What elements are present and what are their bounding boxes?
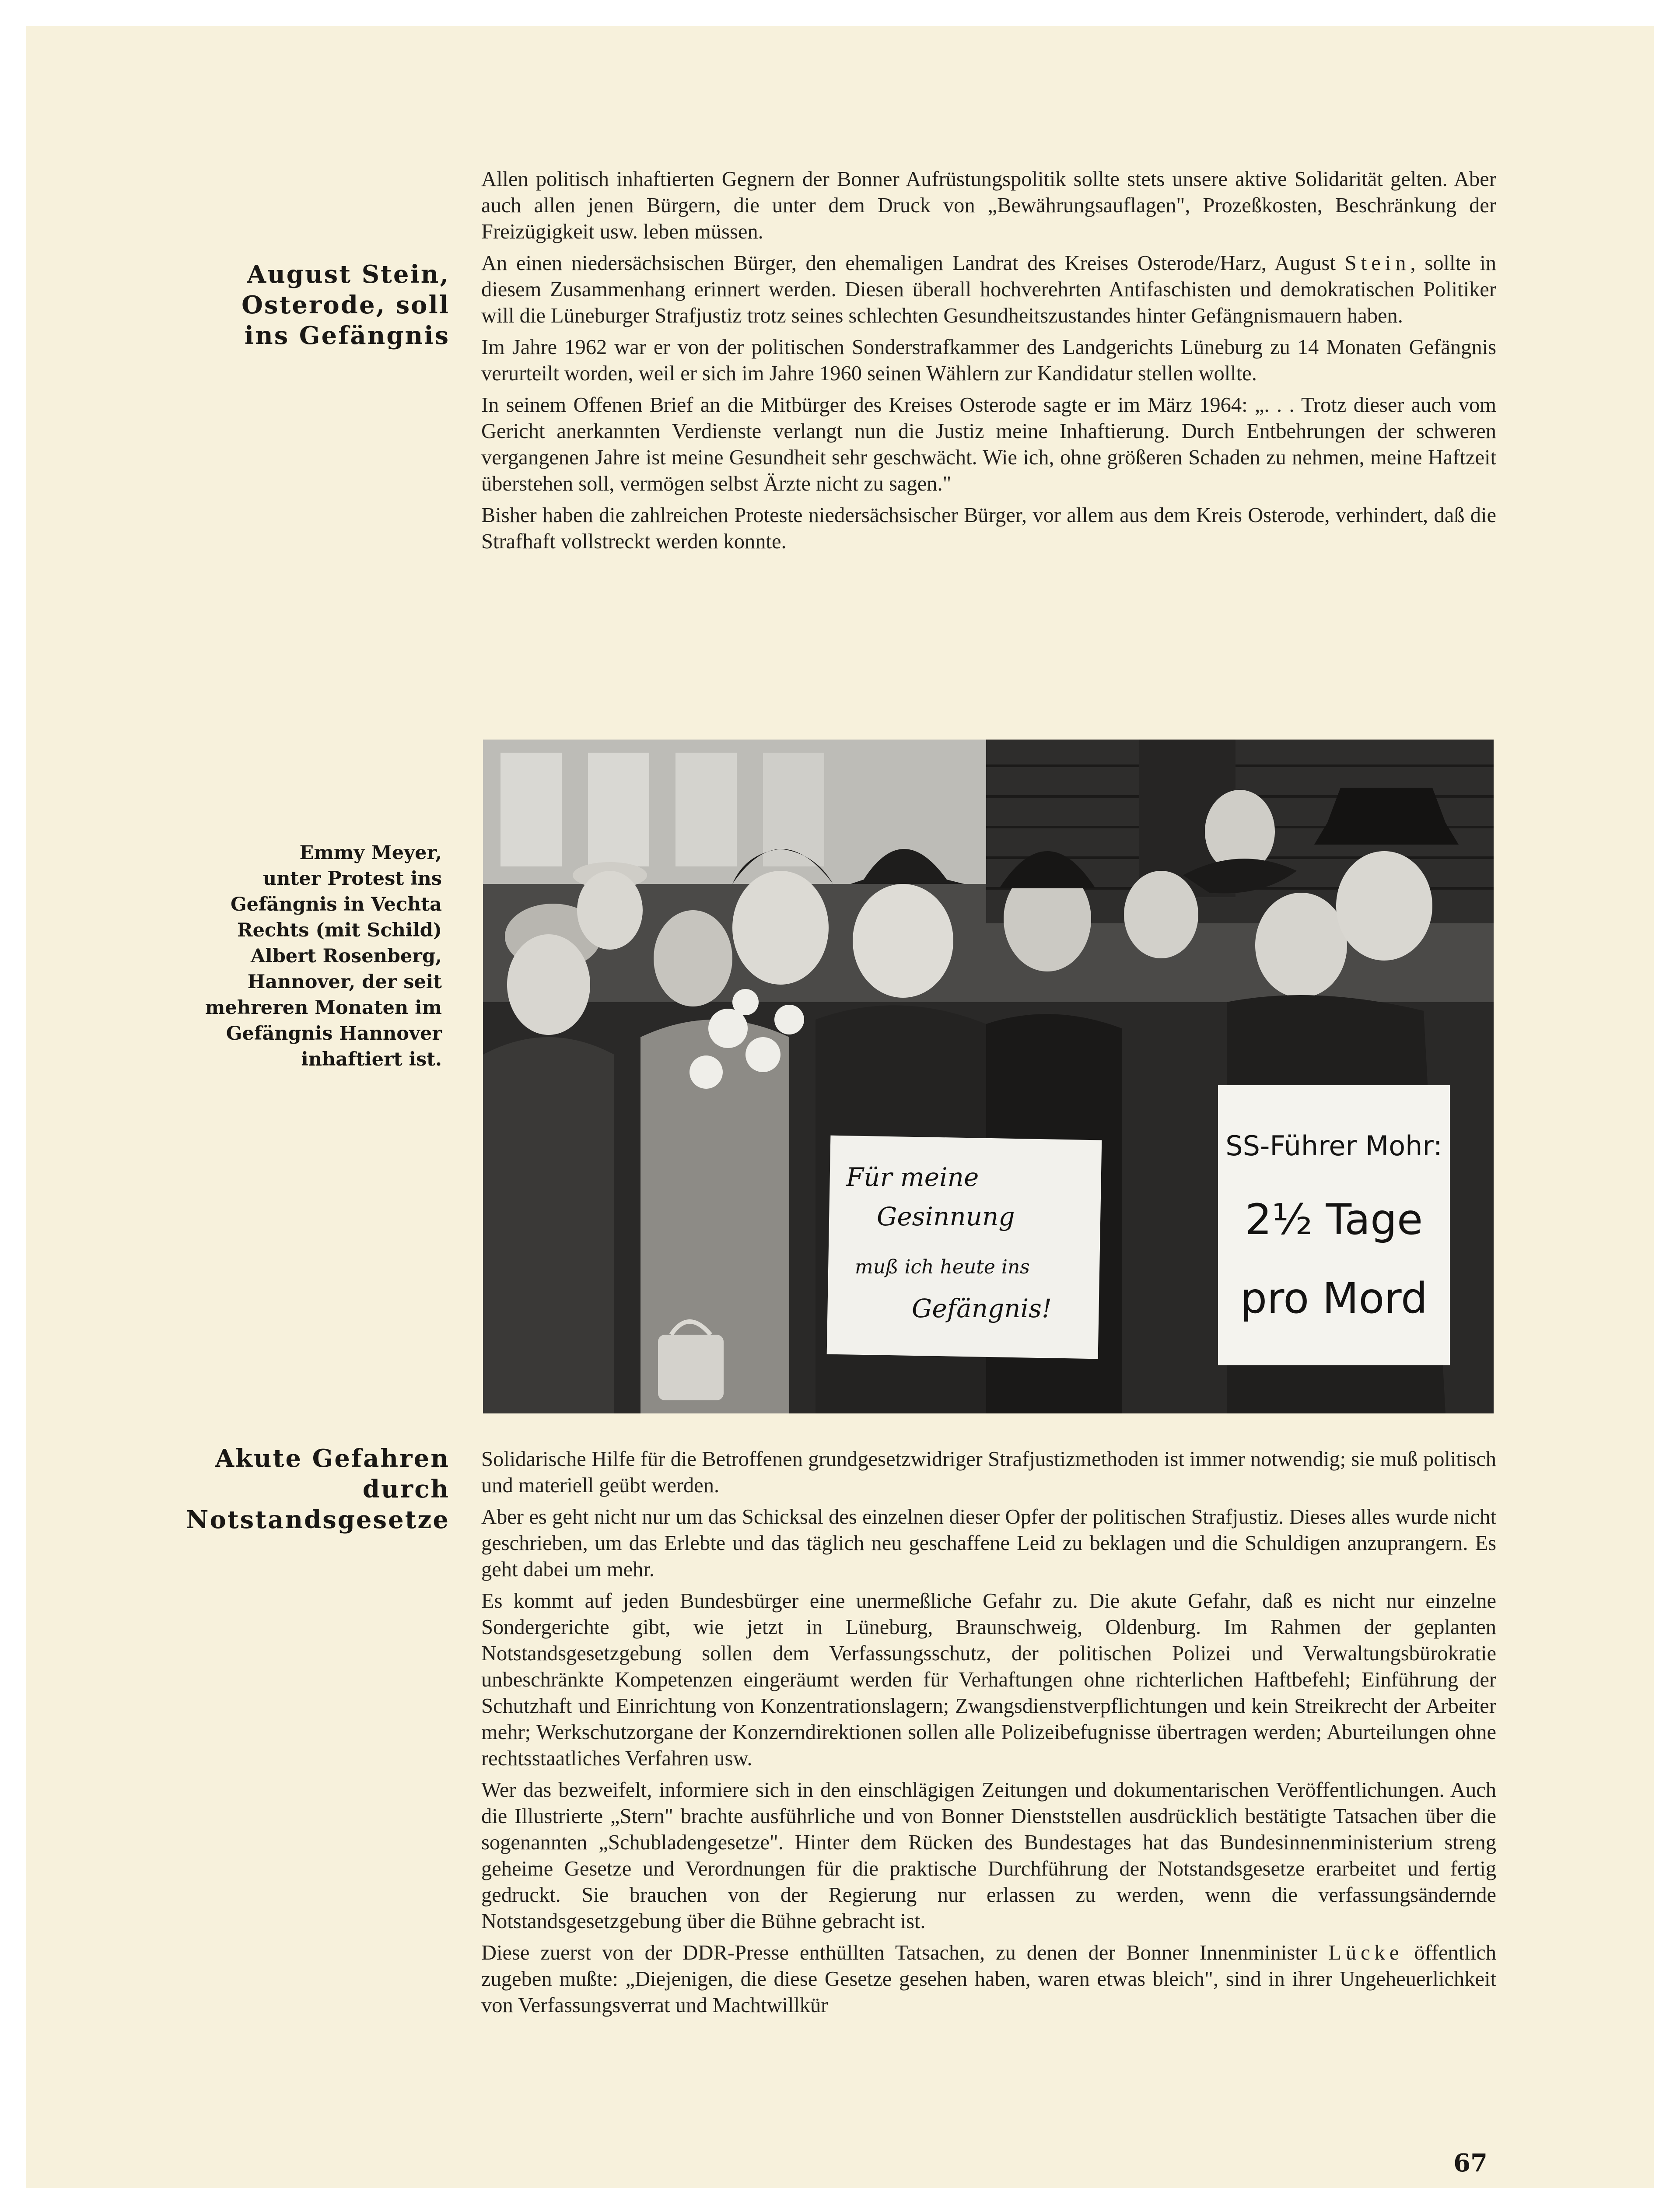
heading-line: August Stein,	[247, 260, 450, 289]
caption-line: Emmy Meyer,	[299, 842, 442, 864]
sign-right-line2: 2½ Tage	[1245, 1195, 1423, 1244]
caption-line: mehreren Monaten im	[205, 997, 442, 1019]
caption-line: Gefängnis in Vechta	[230, 894, 442, 915]
photo-illustration	[483, 740, 1494, 1413]
paragraph: In seinem Offenen Brief an die Mitbürger des Kreises Osterode sagte er im März 1964: „. . . Trotz dieser auch vom Gericht anerkannten Verdienste verlangt nun die Justiz meine Inhaftierung. Durch Entbehrungen der schweren vergangenen Jahre ist meine Gesundheit sehr geschwächt. Wie ich, ohne größeren Schaden zu nehmen, meine Haftzeit überstehen soll, vermögen selbst Ärzte nicht zu sagen."	[481, 393, 1496, 495]
sign-left-line3: muß ich heute ins	[855, 1256, 1030, 1278]
heading-line: durch	[362, 1475, 450, 1504]
paragraph: Wer das bezweifelt, informiere sich in den einschlägigen Zeitungen und dokumentarischen Veröffentlichungen. Auch die Illustrierte „Stern" brachte ausführliche und von Bonner Dienststellen ausdrücklich bestätigte Tatsachen über die sogenannten „Schubladengesetze". Hinter dem Rücken des Bundestages hat das Bundesinnenministerium streng geheime Gesetze und Verordnungen für die praktische Durchführung der Notstandsgesetze erarbeitet und fertig gedruckt. Sie brauchen von der Regierung nur erlassen zu werden, wenn die verfassungsändernde Notstandsgesetzgebung über die Bühne gebracht ist.	[481, 1778, 1496, 1933]
sign-right-line1: SS-Führer Mohr:	[1225, 1130, 1442, 1162]
caption-line: Hannover, der seit	[247, 971, 442, 993]
heading-line: ins Gefängnis	[244, 321, 450, 350]
protest-photo	[483, 740, 1494, 1413]
heading-line: Akute Gefahren	[215, 1444, 450, 1473]
sign-left-line2: Gesinnung	[877, 1202, 1015, 1231]
sign-left-line4: Gefängnis!	[912, 1294, 1052, 1323]
section-stein-text	[481, 166, 1496, 560]
sign-right-line3: pro Mord	[1240, 1274, 1428, 1323]
paragraph: Im Jahre 1962 war er von der politischen Sonderstrafkammer des Landgerichts Lüneburg zu 14 Monaten Gefängnis verurteilt worden, weil er sich im Jahre 1960 seinen Wählern zur Kandidatur stellen wollte.	[481, 336, 1496, 385]
section-notstand-text	[481, 1446, 1496, 2024]
photo-caption	[131, 840, 442, 1073]
name-stein: Stein	[1344, 252, 1410, 275]
caption-line: Rechts (mit Schild)	[237, 919, 442, 941]
caption-line: Gefängnis Hannover	[226, 1023, 442, 1045]
heading-akute-gefahren	[131, 1443, 450, 1535]
paragraph: Es kommt auf jeden Bundesbürger eine unermeßliche Gefahr zu. Die akute Gefahr, daß es nicht nur einzelne Sondergerichte gibt, wie jetzt in Lüneburg, Braunschweig, Oldenburg. Im Rahmen der geplanten Notstandsgesetzgebung sollen dem Verfassungsschutz, der politischen Polizei und Verwaltungsbürokratie unbeschränkte Kompetenzen eingeräumt werden für Verhaftungen ohne richterlichen Haftbefehl; Einführung der Schutzhaft und Einrichtung von Konzentrationslagern; Zwangsdienstverpflichtungen und kein Streikrecht der Arbeiter mehr; Werkschutzorgane der Konzerndirektionen sollen alle Polizeibefugnisse übertragen werden; Aburteilungen ohne rechtsstaatliches Verfahren usw.	[481, 1589, 1496, 1770]
caption-line: Albert Rosenberg,	[251, 945, 442, 967]
paragraph: Solidarische Hilfe für die Betroffenen grundgesetzwidriger Strafjustizmethoden ist immer notwendig; sie muß politisch und materiell geübt werden.	[481, 1448, 1496, 1497]
paragraph: An einen niedersächsischen Bürger, den ehemaligen Landrat des Kreises Osterode/Harz, August Stein, sollte in diesem Zusammenhang erinnert werden. Diesen überall hochverehrten Antifaschisten und demokratischen Politiker will die Lüneburger Strafjustiz trotz seines schlechten Gesundheitszustandes hinter Gefängnismauern haben.	[481, 252, 1496, 327]
heading-line: Notstandsgesetze	[186, 1505, 450, 1534]
page-number: 67	[1453, 2149, 1488, 2177]
paragraph: Allen politisch inhaftierten Gegnern der Bonner Aufrüstungspolitik sollte stets unsere aktive Solidarität gelten. Aber auch allen jenen Bürgern, die unter dem Druck von „Bewährungsauflagen", Prozeßkosten, Beschränkung der Freizügigkeit usw. leben müssen.	[481, 168, 1496, 243]
paragraph: Aber es geht nicht nur um das Schicksal des einzelnen dieser Opfer der politischen Strafjustiz. Dieses alles wurde nicht geschrieben, um das Erlebte und das täglich neu geschaffene Leid zu beklagen und die Schuldigen anzuprangern. Es geht dabei um mehr.	[481, 1505, 1496, 1581]
caption-line: unter Protest ins	[262, 868, 442, 890]
name-luecke: Lücke	[1328, 1941, 1404, 1964]
heading-august-stein	[131, 259, 450, 351]
paragraph: Diese zuerst von der DDR-Presse enthüllten Tatsachen, zu denen der Bonner Innenminister Lücke öffentlich zugeben mußte: „Diejenigen, die diese Gesetze gesehen haben, waren etwas bleich", sind in ihrer Ungeheuerlichkeit von Verfassungsverrat und Machtwillkür	[481, 1941, 1496, 2017]
sign-left-line1: Für meine	[846, 1162, 979, 1192]
caption-line: inhaftiert ist.	[301, 1048, 442, 1070]
heading-line: Osterode, soll	[242, 291, 450, 319]
paragraph: Bisher haben die zahlreichen Proteste niedersächsischer Bürger, vor allem aus dem Kreis Osterode, verhindert, daß die Strafhaft vollstreckt werden konnte.	[481, 504, 1496, 553]
